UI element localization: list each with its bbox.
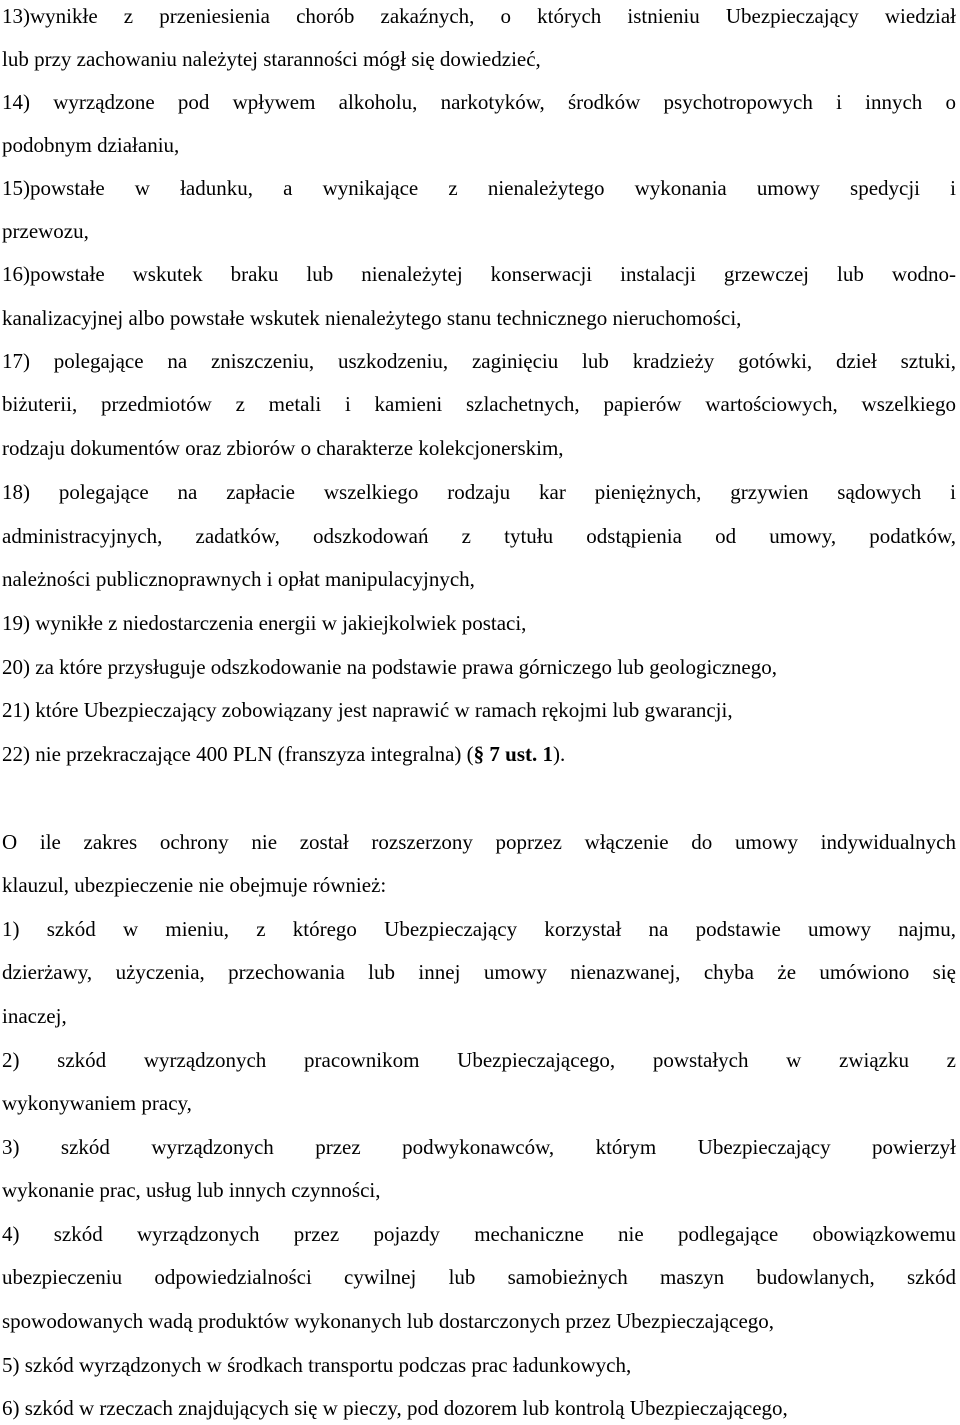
list-item-16-line-2: kanalizacyjnej albo powstałe wskutek nienależytego stanu technicznego nieruchomości, xyxy=(2,306,742,330)
intro-line-2: klauzul, ubezpieczenie nie obejmuje również: xyxy=(2,873,387,897)
list-b-item-1-line-3: inaczej, xyxy=(2,1004,67,1028)
list-item-17-line-3: rodzaju dokumentów oraz zbiorów o charakterze kolekcjonerskim, xyxy=(2,436,564,460)
list-item-15-line-2: przewozu, xyxy=(2,219,89,243)
list-b-item-2-line-2: wykonywaniem pracy, xyxy=(2,1091,192,1115)
list-item-13-line-1: 13)wynikłe z przeniesienia chorób zakaźnych, o których istnieniu Ubezpieczający wiedział xyxy=(2,4,956,28)
list-item-21: 21) które Ubezpieczający zobowiązany jest naprawić w ramach rękojmi lub gwarancji, xyxy=(2,698,733,722)
list-b-item-4-line-3: spowodowanych wadą produktów wykonanych lub dostarczonych przez Ubezpieczającego, xyxy=(2,1309,775,1333)
list-b-item-1-line-1: 1) szkód w mieniu, z którego Ubezpieczający korzystał na podstawie umowy najmu, xyxy=(2,917,956,941)
intro-line-1: O ile zakres ochrony nie został rozszerzony poprzez włączenie do umowy indywidualnych xyxy=(2,830,956,854)
list-item-13-line-2: lub przy zachowaniu należytej staranności mógł się dowiedzieć, xyxy=(2,47,541,71)
list-item-16-line-1: 16)powstałe wskutek braku lub nienależytej konserwacji instalacji grzewczej lub wodno- xyxy=(2,262,956,286)
list-item-14-line-1: 14) wyrządzone pod wpływem alkoholu, narkotyków, środków psychotropowych i innych o xyxy=(2,90,956,114)
list-b-item-2-line-1: 2) szkód wyrządzonych pracownikom Ubezpieczającego, powstałych w związku z xyxy=(2,1048,956,1072)
list-item-22-text: 22) nie przekraczające 400 PLN (franszyza integralna) ( xyxy=(2,742,474,766)
list-item-15-line-1: 15)powstałe w ładunku, a wynikające z nienależytego wykonania umowy spedycji i xyxy=(2,176,956,200)
list-item-14-line-2: podobnym działaniu, xyxy=(2,133,180,157)
list-item-18-line-1: 18) polegające na zapłacie wszelkiego rodzaju kar pieniężnych, grzywien sądowych i xyxy=(2,480,956,504)
list-b-item-4-line-1: 4) szkód wyrządzonych przez pojazdy mechaniczne nie podlegające obowiązkowemu xyxy=(2,1222,956,1246)
list-item-17-line-2: biżuterii, przedmiotów z metali i kamieni szlachetnych, papierów wartościowych, wszelkiego xyxy=(2,392,956,416)
list-item-19: 19) wynikłe z niedostarczenia energii w jakiejkolwiek postaci, xyxy=(2,611,527,635)
list-b-item-6: 6) szkód w rzeczach znajdujących się w pieczy, pod dozorem lub kontrolą Ubezpieczającego, xyxy=(2,1396,788,1420)
list-b-item-3-line-2: wykonanie prac, usług lub innych czynności, xyxy=(2,1178,381,1202)
list-b-item-5: 5) szkód wyrządzonych w środkach transportu podczas prac ładunkowych, xyxy=(2,1353,632,1377)
list-item-17-line-1: 17) polegające na zniszczeniu, uszkodzeniu, zaginięciu lub kradzieży gotówki, dzieł sztuki, xyxy=(2,349,956,373)
list-item-22 xyxy=(2,741,565,767)
list-item-22-tail: ). xyxy=(553,742,566,766)
list-item-18-line-3: należności publicznoprawnych i opłat manipulacyjnych, xyxy=(2,567,475,591)
list-item-18-line-2: administracyjnych, zadatków, odszkodowań z tytułu odstąpienia od umowy, podatków, xyxy=(2,524,956,548)
paragraph-reference: § 7 ust. 1 xyxy=(473,742,554,766)
list-item-20: 20) za które przysługuje odszkodowanie na podstawie prawa górniczego lub geologicznego, xyxy=(2,655,777,679)
list-b-item-4-line-2: ubezpieczeniu odpowiedzialności cywilnej lub samobieżnych maszyn budowlanych, szkód xyxy=(2,1265,956,1289)
list-b-item-1-line-2: dzierżawy, użyczenia, przechowania lub innej umowy nienazwanej, chyba że umówiono się xyxy=(2,960,956,984)
list-b-item-3-line-1: 3) szkód wyrządzonych przez podwykonawców, którym Ubezpieczający powierzył xyxy=(2,1135,956,1159)
